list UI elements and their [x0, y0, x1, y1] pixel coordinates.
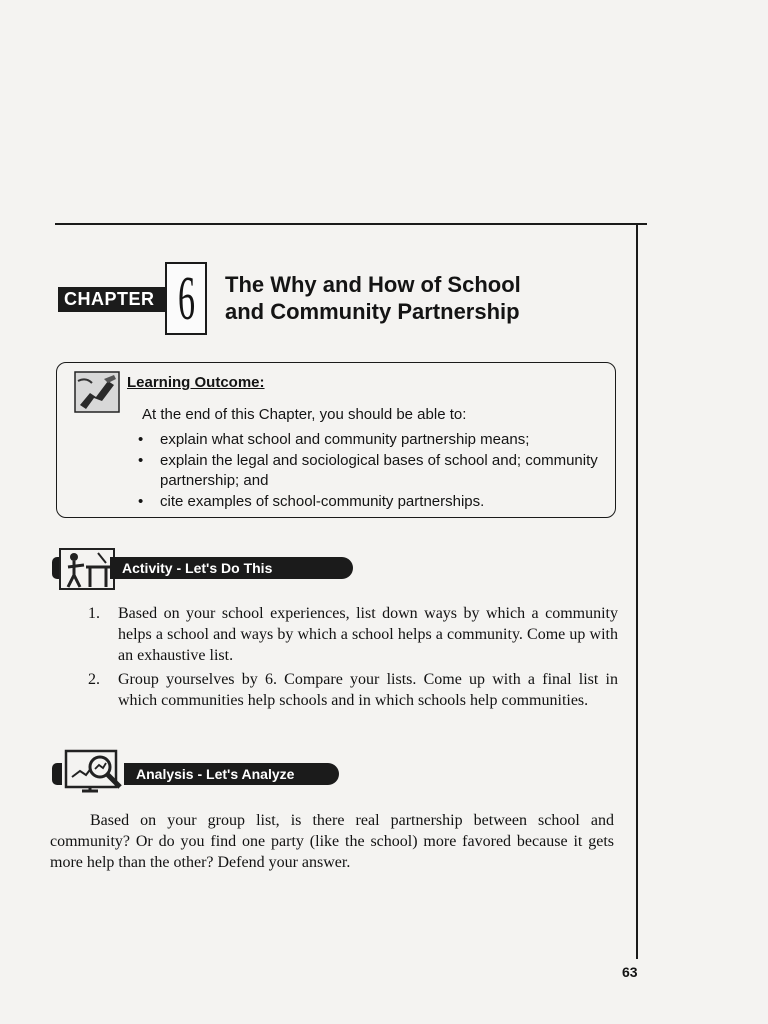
chapter-title-line-1: The Why and How of School: [225, 272, 521, 297]
list-item: • explain the legal and sociological bases of school and; community partnership; and: [138, 451, 608, 492]
learning-outcome-list: [138, 430, 608, 512]
chapter-title-line-2: and Community Partnership: [225, 299, 520, 324]
analysis-paragraph: Based on your group list, is there real partnership between school and community? Or do you find one party (like the school) more favored because it gets more help than the other? Defend your answer.: [50, 812, 614, 871]
list-item: • cite examples of school-community partnerships.: [138, 492, 608, 513]
student-at-desk-icon: [58, 547, 116, 591]
chapter-number: 6: [177, 264, 195, 333]
chapter-number-box: [165, 262, 207, 335]
learning-outcome-intro: At the end of this Chapter, you should be able to:: [142, 406, 467, 423]
learning-outcome-heading: Learning Outcome:: [127, 374, 265, 391]
analysis-banner: Analysis - Let's Analyze: [124, 763, 339, 785]
magnifier-chart-icon: [62, 749, 126, 797]
list-item: [88, 669, 618, 711]
chapter-label: CHAPTER: [58, 287, 166, 312]
list-item-number: 2.: [88, 671, 100, 688]
analysis-banner-tab: [52, 763, 62, 785]
page-frame-top-rule: [55, 223, 647, 225]
list-item-text: Based on your school experiences, list down ways by which a community helps a school and ways by which a school helps a community. Come up with an exhaustive list.: [118, 605, 618, 664]
list-item-text: Group yourselves by 6. Compare your lists. Come up with a final list in which communities help schools and in which schools help communities.: [118, 671, 618, 709]
activity-banner: Activity - Let's Do This: [110, 557, 353, 579]
chapter-title: [225, 271, 605, 325]
activity-list: [88, 603, 618, 714]
page-number: 63: [622, 964, 638, 980]
list-item: [88, 603, 618, 666]
list-item: • explain what school and community partnership means;: [138, 430, 608, 451]
hand-writing-icon: [74, 371, 120, 413]
page-frame-right-rule: [636, 225, 638, 959]
list-item-number: 1.: [88, 605, 100, 622]
